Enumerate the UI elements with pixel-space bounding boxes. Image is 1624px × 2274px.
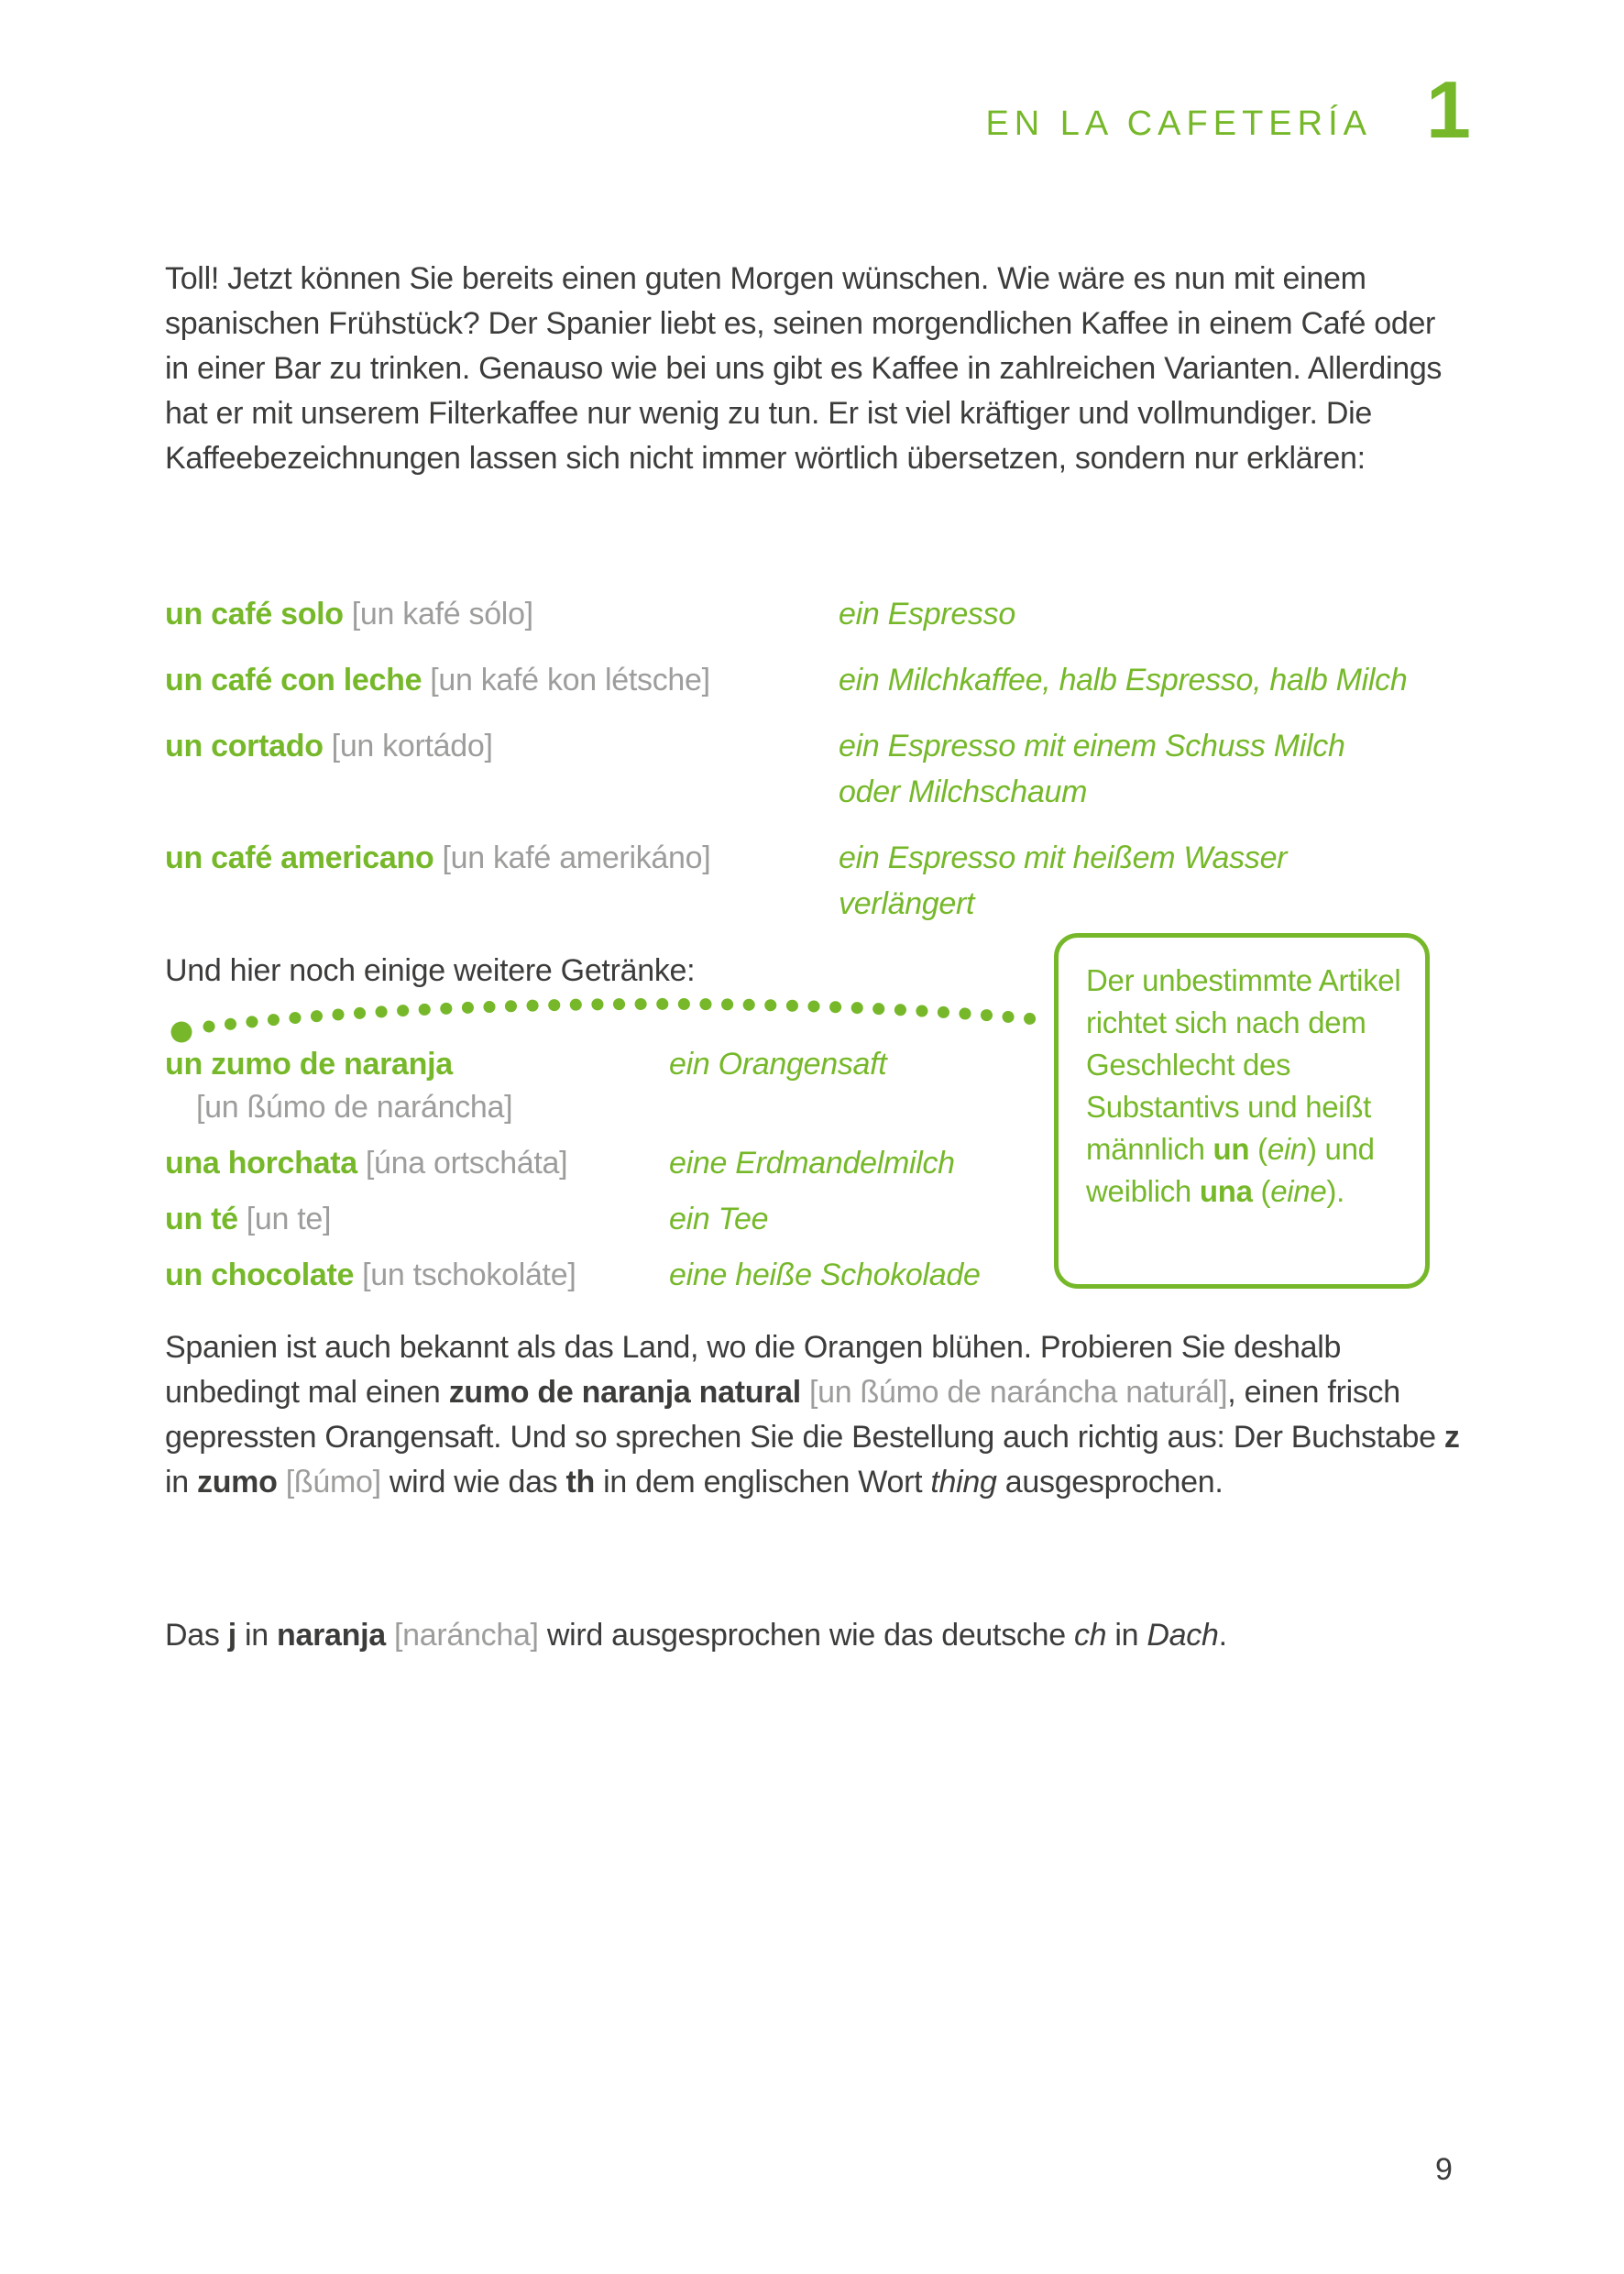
vocab-row — [165, 835, 1463, 927]
vocab-row — [165, 1043, 1059, 1129]
vocab-translation: ein Milchkaffee, halb Espresso, halb Milch — [839, 663, 1408, 698]
intro-paragraph: Toll! Jetzt können Sie bereits einen guten Morgen wünschen. Wie wäre es nun mit einem spanischen Frühstück? Der Spanier liebt es, seinen morgendlichen Kaffee in einem Café oder in einer Bar zu trinken. Genauso wie bei uns gibt es Kaffee in zahlreichen Varianten. Allerdings hat er mit unserem Filterkaffee nur wenig zu tun. Er ist viel kräftiger und vollmundiger. Die Kaffeebezeichnungen lassen sich nicht immer wörtlich übersetzen, sondern nur erklären: — [165, 261, 1443, 476]
vocab-term: un zumo de naranja — [165, 1047, 453, 1082]
vocab-row — [165, 591, 1463, 637]
dotted-divider — [167, 994, 1074, 1050]
chapter-title: EN LA CAFETERÍA — [985, 104, 1372, 143]
vocab-term-cell — [165, 1043, 669, 1129]
vocab-pronunciation: [un tschokoláte] — [362, 1258, 576, 1292]
vocab-translation: eine Erdmandelmilch — [669, 1146, 955, 1181]
vocab-translation-cell — [669, 1043, 1059, 1086]
vocab-pronunciation: [un kafé kon létsche] — [430, 663, 710, 698]
vocab-term-cell — [165, 1198, 669, 1241]
chapter-number: 1 — [1426, 64, 1471, 155]
vocab-pronunciation: [un ßúmo de naráncha] — [196, 1090, 513, 1125]
vocab-row — [165, 1142, 1059, 1185]
drinks-heading: Und hier noch einige weitere Getränke: — [165, 953, 696, 988]
vocab-term-cell — [165, 1142, 669, 1185]
vocab-pronunciation: [un kortádo] — [331, 729, 493, 763]
vocab-translation-cell — [839, 723, 1463, 815]
vocab-translation-cell — [669, 1142, 1059, 1185]
vocab-translation: eine heiße Schokolade — [669, 1258, 981, 1292]
vocab-row — [165, 1198, 1059, 1241]
vocab-translation: ein Espresso mit einem Schuss Milch — [839, 729, 1345, 763]
drinks-vocab-list — [165, 1043, 1059, 1310]
vocab-term: una horchata — [165, 1146, 357, 1181]
naranja-paragraph: Das j in naranja [naráncha] wird ausgesprochen wie das deutsche ch in Dach. — [165, 1618, 1227, 1653]
vocab-row — [165, 723, 1463, 815]
coffee-vocab-list — [165, 591, 1463, 947]
vocab-translation-cell — [669, 1254, 1059, 1297]
vocab-term: un té — [165, 1202, 238, 1236]
vocab-term-cell — [165, 1254, 669, 1297]
vocab-translation: ein Orangensaft — [669, 1047, 887, 1082]
vocab-row — [165, 657, 1463, 703]
vocab-translation: ein Espresso — [839, 597, 1015, 632]
vocab-translation: oder Milchschaum — [839, 774, 1088, 809]
vocab-term-cell — [165, 591, 839, 637]
vocab-term-cell — [165, 835, 839, 881]
vocab-translation: ein Tee — [669, 1202, 769, 1236]
vocab-pronunciation: [un te] — [246, 1202, 332, 1236]
vocab-term-cell — [165, 723, 839, 769]
vocab-term: un café americano — [165, 840, 434, 875]
vocab-translation-cell — [839, 835, 1463, 927]
grammar-tip-box — [1054, 933, 1430, 1289]
vocab-row — [165, 1254, 1059, 1297]
vocab-pronunciation: [úna ortscháta] — [365, 1146, 568, 1181]
vocab-term-cell — [165, 657, 839, 703]
orange-paragraph: Spanien ist auch bekannt als das Land, wo die Orangen blühen. Probieren Sie deshalb unbedingt mal einen zumo de naranja natural [un ßúmo de naráncha naturál], einen frisch gepressten Orangensaft. Und so sprechen Sie die Bestellung auch richtig aus: Der Buchstabe z in zumo [ßúmo] wird wie das th in dem englischen Wort thing ausgesprochen. — [165, 1330, 1460, 1500]
vocab-term: un café con leche — [165, 663, 422, 698]
vocab-pronunciation: [un kafé sólo] — [351, 597, 533, 632]
vocab-translation: verlängert — [839, 886, 975, 921]
vocab-term: un café solo — [165, 597, 344, 632]
grammar-tip-text: Der unbestimmte Artikel richtet sich nach dem Geschlecht des Substantivs und heißt männlich un (ein) und weiblich una (eine). — [1086, 963, 1401, 1208]
vocab-translation-cell — [669, 1198, 1059, 1241]
vocab-translation-cell — [839, 657, 1463, 703]
vocab-pronunciation: [un kafé amerikáno] — [442, 840, 711, 875]
page-number: 9 — [1435, 2152, 1453, 2187]
vocab-translation: ein Espresso mit heißem Wasser — [839, 840, 1288, 875]
vocab-term: un chocolate — [165, 1258, 355, 1292]
vocab-term: un cortado — [165, 729, 324, 763]
vocab-translation-cell — [839, 591, 1463, 637]
